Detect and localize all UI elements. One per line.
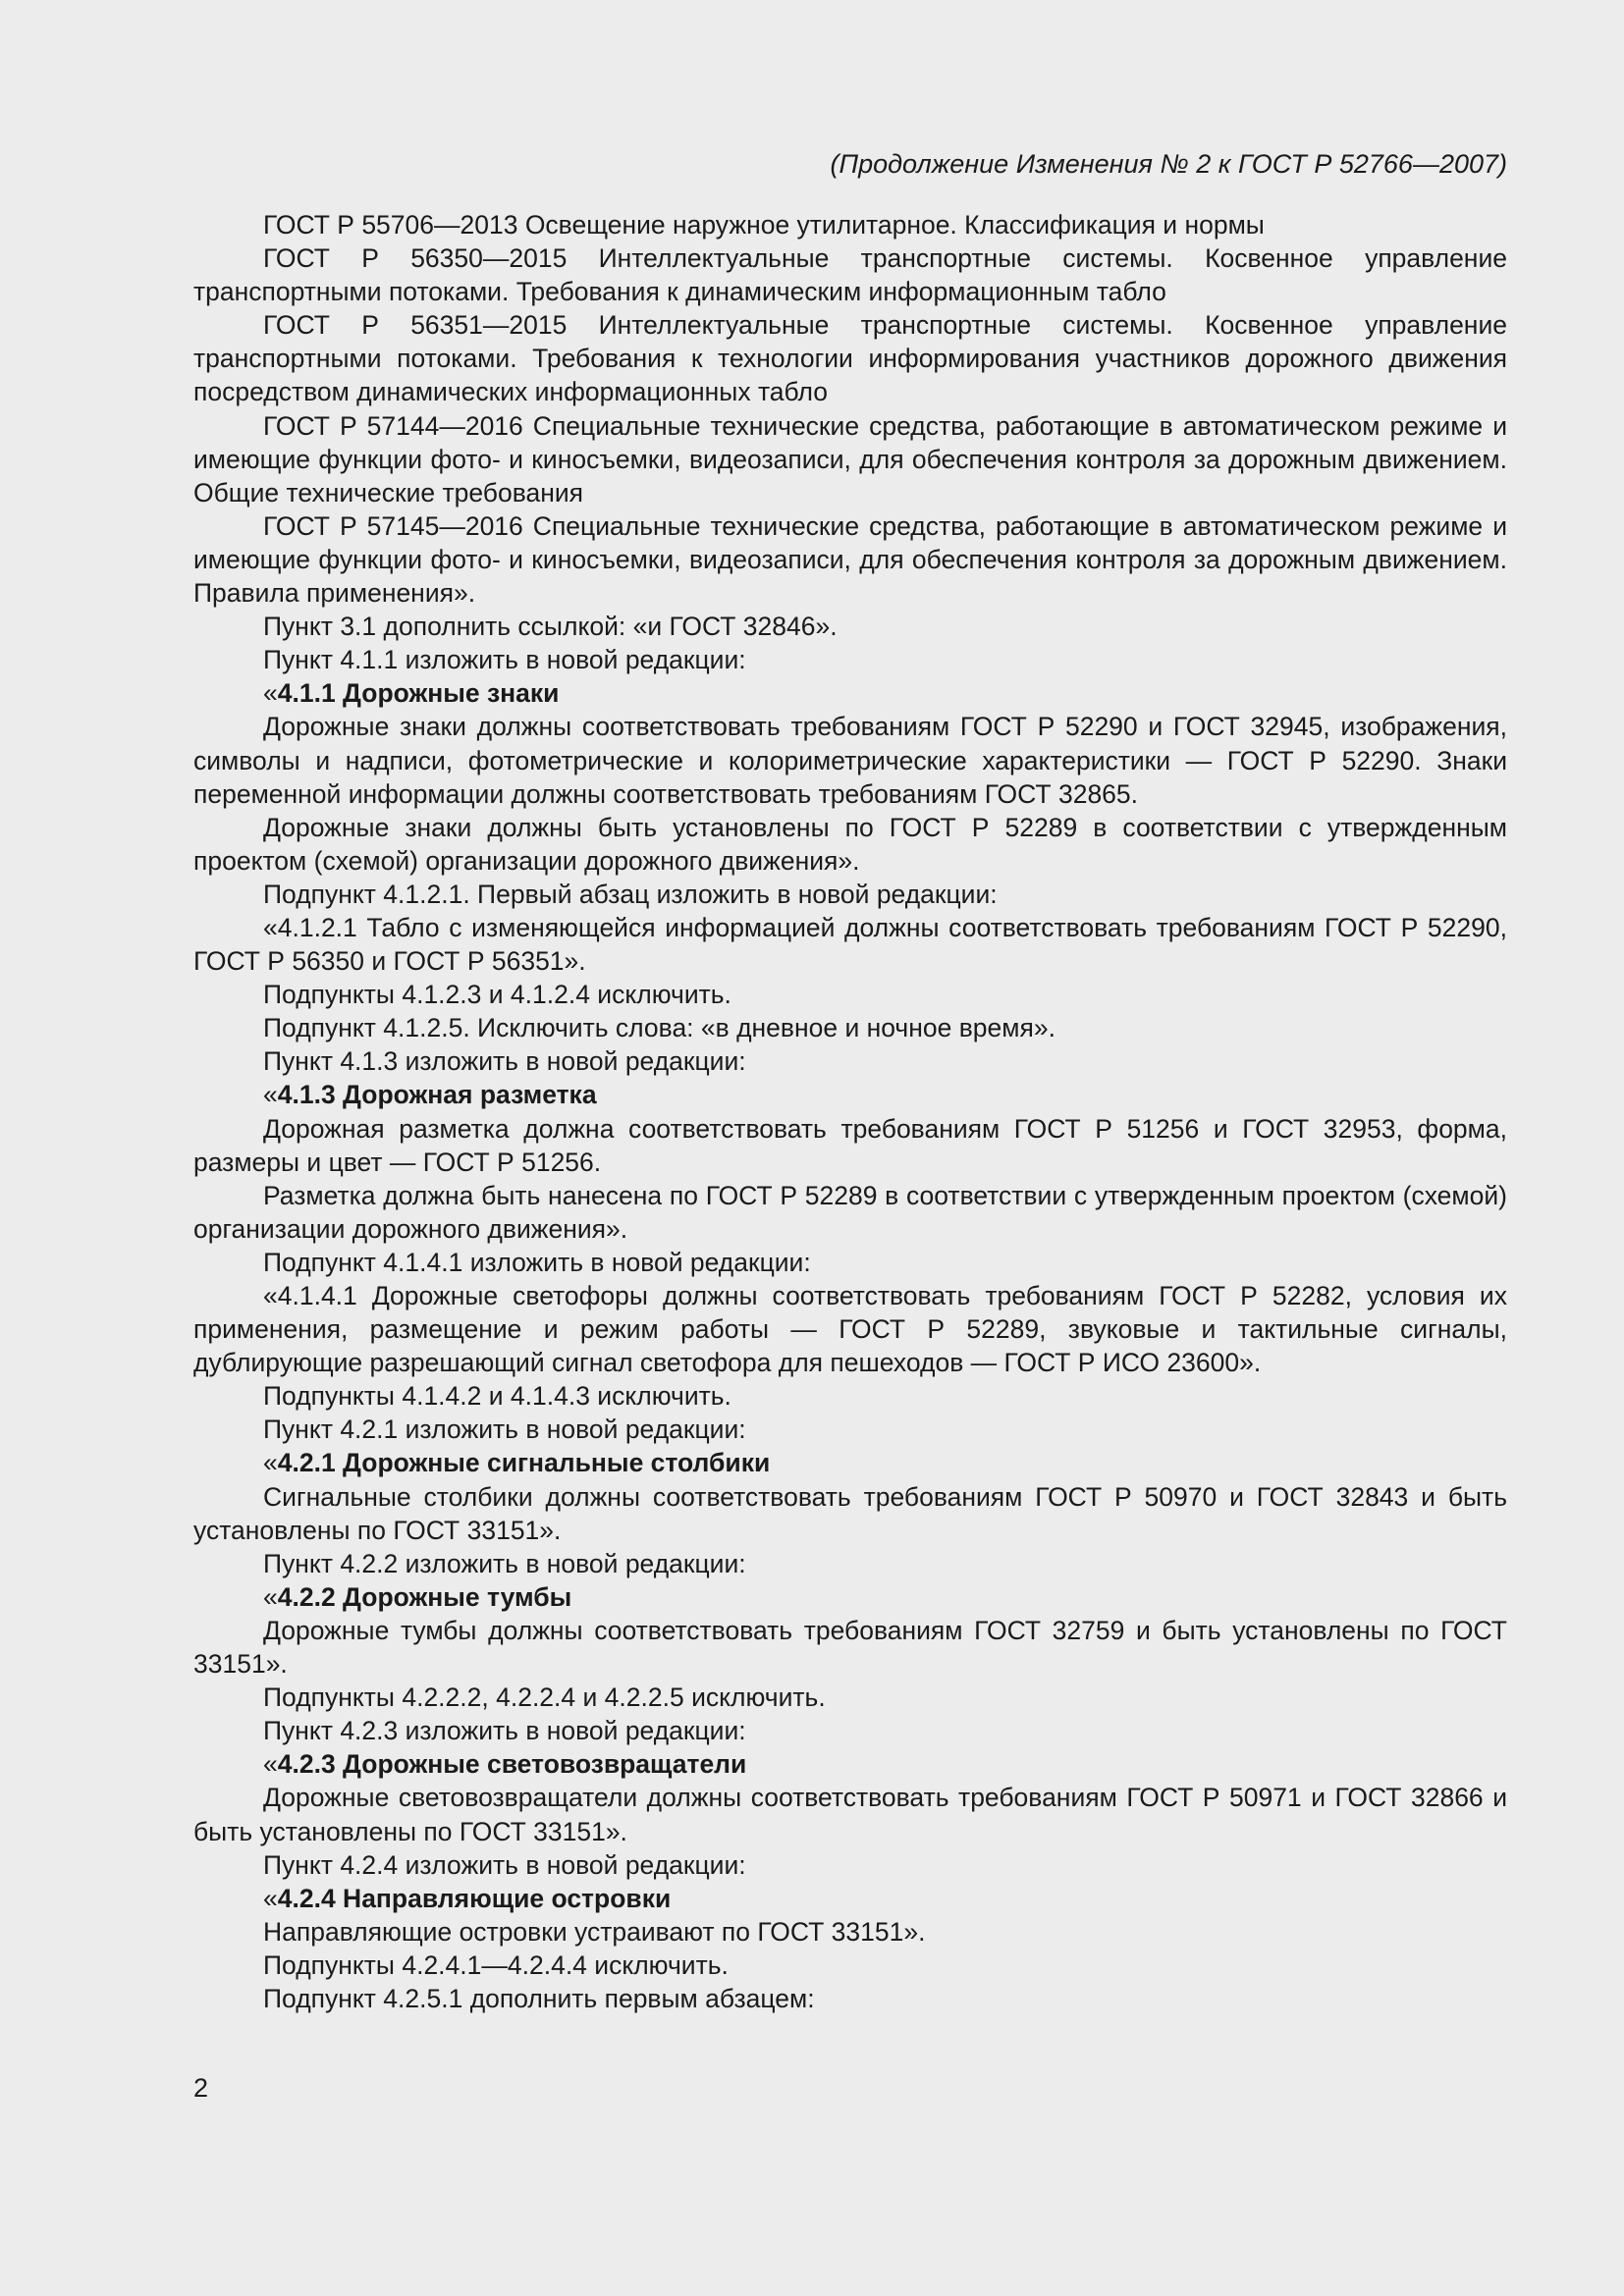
section-title: 4.2.4 Направляющие островки <box>277 1883 672 1913</box>
body-paragraph: Подпункт 4.1.2.1. Первый абзац изложить в новой редакции: <box>263 879 998 909</box>
body-paragraph: Пункт 4.2.4 изложить в новой редакции: <box>263 1849 746 1880</box>
body-paragraph: Пункт 4.1.1 изложить в новой редакции: <box>263 645 746 675</box>
body-paragraph: Направляющие островки устраивают по ГОСТ 33151». <box>263 1916 926 1947</box>
body-paragraph: Пункт 4.1.3 изложить в новой редакции: <box>263 1046 746 1077</box>
section-title: 4.1.1 Дорожные знаки <box>277 678 560 709</box>
body-paragraph: Подпункт 4.1.4.1 изложить в новой редакции: <box>263 1247 811 1277</box>
section-heading <box>193 676 1507 710</box>
section-title: 4.2.2 Дорожные тумбы <box>277 1581 572 1612</box>
opening-quote: « <box>263 1448 278 1478</box>
opening-quote: « <box>263 1749 278 1780</box>
body-paragraph: Подпункты 4.1.4.2 и 4.1.4.3 исключить. <box>263 1381 731 1412</box>
body-paragraph: ГОСТ Р 55706—2013 Освещение наружное утилитарное. Классификация и нормы <box>263 210 1265 240</box>
body-paragraph: Пункт 3.1 дополнить ссылкой: «и ГОСТ 32846». <box>263 612 838 642</box>
body-paragraph: Пункт 4.2.2 изложить в новой редакции: <box>263 1548 746 1578</box>
body-paragraph: Дорожные знаки должны быть установлены по ГОСТ Р 52289 в соответствии с утвержденным проектом (схемой) организации дорожного движения». <box>193 812 1507 876</box>
body-paragraph: ГОСТ Р 56351—2015 Интеллектуальные транспортные системы. Косвенное управление транспортными потоками. Требования к технологии информирования участников дорожного движения посредством динамических информационных табло <box>193 310 1507 407</box>
running-header: (Продолжение Изменения № 2 к ГОСТ Р 52766—2007) <box>830 149 1507 179</box>
body-paragraph: Подпункт 4.1.2.5. Исключить слова: «в дневное и ночное время». <box>263 1013 1056 1043</box>
section-title: 4.2.1 Дорожные сигнальные столбики <box>277 1448 771 1478</box>
body-paragraph: Разметка должна быть нанесена по ГОСТ Р 52289 в соответствии с утвержденным проектом (схемой) организации дорожного движения». <box>193 1180 1507 1244</box>
opening-quote: « <box>263 1581 278 1612</box>
section-heading <box>193 1747 1507 1781</box>
body-paragraph: Дорожные знаки должны соответствовать требованиям ГОСТ Р 52290 и ГОСТ 32945, изображения, символы и надписи, фотометрические и колориметрические характеристики — ГОСТ Р 52290. Знаки переменной информации должны соответствовать требованиям ГОСТ 32865. <box>193 712 1507 809</box>
body-paragraph: ГОСТ Р 57144—2016 Специальные технические средства, работающие в автоматическом режиме и имеющие функции фото- и киносъемки, видеозаписи, для обеспечения контроля за дорожным движением. Общие технические требования <box>193 410 1507 507</box>
body-paragraph: Подпункты 4.1.2.3 и 4.1.2.4 исключить. <box>263 980 731 1010</box>
page-number: 2 <box>193 2073 209 2103</box>
opening-quote: « <box>263 1883 278 1913</box>
section-heading <box>193 1580 1507 1614</box>
section-heading <box>193 1446 1507 1479</box>
body-paragraph: Пункт 4.2.1 изложить в новой редакции: <box>263 1415 746 1445</box>
body-paragraph: Подпункты 4.2.4.1—4.2.4.4 исключить. <box>263 1949 729 1980</box>
section-title: 4.2.3 Дорожные световозвращатели <box>277 1749 747 1780</box>
body-paragraph: Дорожные световозвращатели должны соответствовать требованиям ГОСТ Р 50971 и ГОСТ 32866 и быть установлены по ГОСТ 33151». <box>193 1783 1507 1846</box>
section-heading <box>193 1882 1507 1915</box>
body-paragraph: ГОСТ Р 57145—2016 Специальные технические средства, работающие в автоматическом режиме и имеющие функции фото- и киносъемки, видеозаписи, для обеспечения контроля за дорожным движением. Правила применения». <box>193 510 1507 609</box>
body-paragraph: Дорожные тумбы должны соответствовать требованиям ГОСТ 32759 и быть установлены по ГОСТ 33151». <box>193 1615 1507 1680</box>
body-paragraph: ГОСТ Р 56350—2015 Интеллектуальные транспортные системы. Косвенное управление транспортными потоками. Требования к динамическим информационным табло <box>193 243 1507 307</box>
body-paragraph: Пункт 4.2.3 изложить в новой редакции: <box>263 1716 746 1746</box>
section-heading <box>193 1078 1507 1111</box>
body-paragraph: Дорожная разметка должна соответствовать требованиям ГОСТ Р 51256 и ГОСТ 32953, форма, размеры и цвет — ГОСТ Р 51256. <box>193 1113 1507 1177</box>
opening-quote: « <box>263 1080 278 1110</box>
body-paragraph: Сигнальные столбики должны соответствовать требованиям ГОСТ Р 50970 и ГОСТ 32843 и быть установлены по ГОСТ 33151». <box>193 1481 1507 1545</box>
opening-quote: « <box>263 678 278 709</box>
document-body <box>193 208 1507 2015</box>
section-title: 4.1.3 Дорожная разметка <box>277 1080 597 1110</box>
body-paragraph: «4.1.2.1 Табло с изменяющейся информацией должны соответствовать требованиям ГОСТ Р 52290, ГОСТ Р 56350 и ГОСТ Р 56351». <box>193 912 1507 977</box>
body-paragraph: «4.1.4.1 Дорожные светофоры должны соответствовать требованиям ГОСТ Р 52282, условия их применения, размещение и режим работы — ГОСТ Р 52289, звуковые и тактильные сигналы, дублирующие разрешающий сигнал светофора для пешеходов — ГОСТ Р ИСО 23600». <box>193 1281 1507 1378</box>
body-paragraph: Подпункт 4.2.5.1 дополнить первым абзацем: <box>263 1983 815 2013</box>
body-paragraph: Подпункты 4.2.2.2, 4.2.2.4 и 4.2.2.5 исключить. <box>263 1682 826 1713</box>
